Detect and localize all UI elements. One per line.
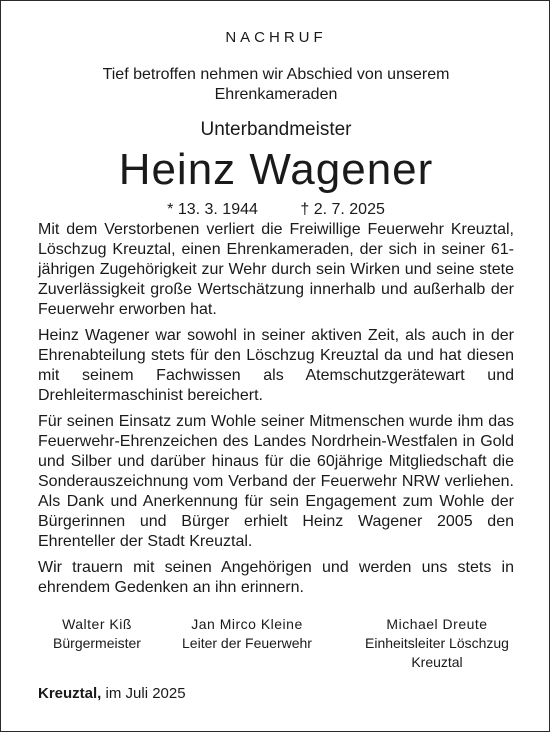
body-paragraph: Wir trauern mit seinen Angehörigen und werden uns stets in ehrendem Gedenken an ihn erinnern. [38, 559, 514, 596]
obituary-body [38, 220, 514, 604]
birth-date: * 13. 3. 1944 [167, 201, 258, 218]
signature-role: Einheitsleiter Löschzug Kreuztal [365, 635, 509, 670]
footer-place: Kreuztal, [38, 685, 102, 702]
signature-role: Bürgermeister [53, 635, 141, 651]
body-paragraph: Für seinen Einsatz zum Wohle seiner Mitmenschen wurde ihm das Feuerwehr-Ehrenzeichen des Landes Nordrhein-Westfalen in Gold und Silber und darüber hinaus für die 60jährige Mitgliedschaft die Sonderauszeichnung vom Verband der Feuerwehr NRW verliehen. Als Dank und Anerkennung für sein Engagement zum Wohle der Bürgerinnen und Bürger erhielt Heinz Wagener 2005 den Ehrenteller der Stadt Kreuztal. [38, 413, 514, 550]
deceased-name: Heinz Wagener [118, 145, 434, 194]
footer-date: im Juli 2025 [101, 685, 186, 702]
signature-unit-leader [351, 615, 523, 672]
signature-mayor [37, 615, 157, 653]
notice-heading: NACHRUF [225, 29, 327, 46]
signature-name: Michael Dreute [386, 616, 488, 632]
signature-name: Walter Kiß [62, 616, 132, 632]
signature-fire-chief [157, 615, 337, 653]
deceased-rank: Unterbandmeister [200, 119, 352, 140]
death-date: † 2. 7. 2025 [300, 201, 385, 218]
signature-role: Leiter der Feuerwehr [182, 635, 312, 651]
body-paragraph: Mit dem Verstorbenen verliert die Freiwillige Feuerwehr Kreuztal, Löschzug Kreuztal, einen Ehrenkameraden, der sich in seiner 61-jährigen Zugehörigkeit zur Wehr durch sein Wirken und seine stete Zuverlässigkeit große Wertschätzung innerhalb und außerhalb der Feuerwehr erworben hat. [38, 221, 514, 318]
life-dates [1, 201, 550, 219]
place-date [38, 685, 186, 702]
signature-name: Jan Mirco Kleine [191, 616, 303, 632]
intro-text: Tief betroffen nehmen wir Abschied von unserem Ehrenkameraden [102, 66, 450, 103]
body-paragraph: Heinz Wagener war sowohl in seiner aktiven Zeit, als auch in der Ehrenabteilung stets für den Löschzug Kreuztal da und hat diesen mit seinem Fachwissen als Atemschutzgerätewart und Drehleitermaschinist bereichert. [38, 327, 514, 404]
